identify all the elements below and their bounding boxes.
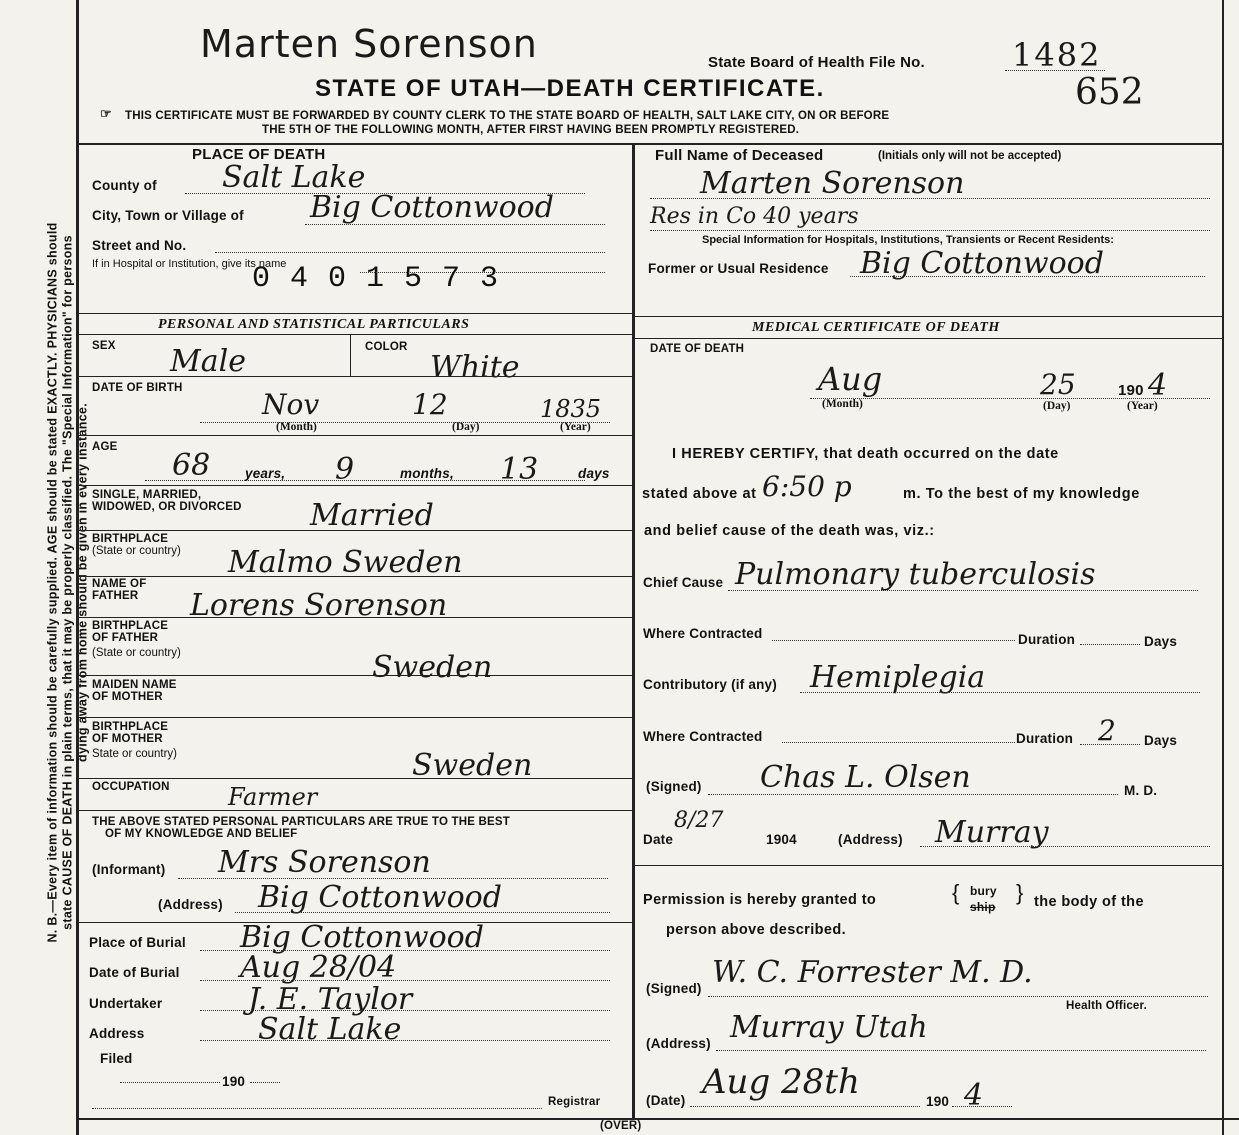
age-label: AGE (92, 441, 118, 453)
registrar-line (92, 1108, 542, 1109)
time-of-death: 6:50 p (762, 470, 852, 503)
filed-label: Filed (100, 1051, 133, 1066)
medical-heading: MEDICAL CERTIFICATE OF DEATH (752, 320, 1000, 335)
father-birthplace-label: OF FATHER (92, 632, 159, 644)
dod-year-prefix: 190 (1118, 382, 1144, 399)
dob-year: 1835 (540, 395, 602, 423)
city-label: City, Town or Village of (92, 208, 244, 223)
occupation-value: Farmer (228, 783, 318, 811)
dod-month: Aug (818, 360, 883, 398)
hospital-line (360, 272, 605, 273)
section-rule (632, 316, 1222, 317)
father-name-label: NAME OF (92, 578, 147, 590)
dob-line (200, 422, 610, 423)
address-label: (Address) (646, 1036, 711, 1051)
hand-pointer-icon: ☞ (100, 106, 112, 121)
days-label: Days (1144, 733, 1178, 748)
day-caption: (Day) (1043, 400, 1071, 412)
color-label: COLOR (365, 341, 408, 353)
center-divider (632, 145, 635, 1120)
right-edge (1222, 0, 1224, 1135)
undertaker-line (200, 1010, 610, 1011)
full-name-note: (Initials only will not be accepted) (878, 150, 1062, 162)
marital-value: Married (310, 498, 434, 533)
instruction-line: THIS CERTIFICATE MUST BE FORWARDED BY COUNTY CLERK TO THE STATE BOARD OF HEALTH, SALT LAKE CITY, ON OR BEFORE (125, 110, 890, 122)
cert-date-value: 8/27 (674, 808, 724, 833)
birthplace-value: Malmo Sweden (228, 545, 463, 580)
father-birthplace-label: BIRTHPLACE (92, 620, 169, 632)
state-country-label: (State or country) (92, 647, 181, 659)
dod-line (810, 398, 1210, 399)
contributory-value: Hemiplegia (810, 660, 986, 695)
father-name-value: Lorens Sorenson (190, 588, 448, 623)
section-rule (76, 313, 632, 314)
undertaker-value: J. E. Taylor (248, 982, 413, 1017)
signature-line (708, 996, 1208, 997)
side-note-line: dying away from home should be given in every instance. (75, 403, 90, 762)
brace-right-icon: } (1016, 880, 1024, 905)
permission-year-suffix: 4 (964, 1078, 984, 1113)
hospital-label: If in Hospital or Institution, give its name (92, 258, 287, 270)
dod-day: 25 (1040, 368, 1076, 401)
occupation-label: OCCUPATION (92, 781, 170, 793)
duration-line (1080, 744, 1140, 745)
informant-line (178, 878, 608, 879)
full-name-value: Marten Sorenson (700, 166, 965, 201)
sex-label: SEX (92, 340, 116, 352)
age-months: 9 (335, 452, 355, 487)
father-name-label: FATHER (92, 590, 139, 602)
dob-day: 12 (412, 388, 448, 421)
burial-date-line (200, 980, 610, 981)
row-rule (76, 485, 632, 486)
burial-place-value: Big Cottonwood (240, 920, 484, 955)
where-contracted-label: Where Contracted (643, 729, 763, 744)
days-label: Days (1144, 634, 1178, 649)
contributory-label: Contributory (if any) (643, 677, 777, 692)
permission-text: person above described. (666, 922, 847, 938)
file-no-line (1005, 70, 1105, 71)
permission-date: Aug 28th (702, 1062, 860, 1102)
former-residence-value: Big Cottonwood (860, 246, 1104, 281)
former-residence-label: Former or Usual Residence (648, 261, 829, 276)
sex-value: Male (170, 344, 246, 379)
row-rule (76, 530, 632, 531)
residence-line (650, 230, 1210, 231)
section-rule (76, 334, 632, 335)
certify-text: m. To the best of my knowledge (903, 486, 1140, 502)
side-note-line: N. B.—Every item of information should be carefully supplied. AGE should be stated EXACTLY. PHYSICIANS should (45, 222, 60, 943)
filed-year-prefix: 190 (222, 1074, 246, 1089)
mother-birthplace-value: Sweden (412, 748, 533, 783)
years-caption: years, (245, 466, 286, 481)
informant-address-value: Big Cottonwood (258, 880, 502, 915)
record-number: 0401573 (252, 262, 519, 296)
contributory-duration: 2 (1098, 714, 1116, 747)
row-rule (76, 617, 632, 618)
informant-label: (Informant) (92, 862, 166, 877)
where-contracted-line (772, 640, 1015, 641)
state-country-label: State or country) (92, 748, 178, 760)
street-label: Street and No. (92, 238, 187, 253)
residence-note: Res in Co 40 years (650, 204, 859, 229)
chief-cause-line (728, 590, 1198, 591)
deceased-name-top: Marten Sorenson (200, 22, 538, 66)
instruction-line: THE 5TH OF THE FOLLOWING MONTH, AFTER FIRST HAVING BEEN PROMPTLY REGISTERED. (262, 124, 800, 136)
bottom-rule (76, 1118, 1239, 1120)
month-caption: (Month) (276, 421, 317, 433)
page-title: STATE OF UTAH—DEATH CERTIFICATE. (315, 75, 825, 102)
permission-address: Murray Utah (730, 1010, 928, 1045)
page-number: 652 (1075, 72, 1144, 113)
state-country-label: (State or country) (92, 545, 181, 557)
full-name-line (650, 198, 1210, 199)
signed-label: (Signed) (646, 779, 702, 794)
months-caption: months, (400, 466, 454, 481)
cert-address-label: (Address) (838, 832, 903, 847)
left-margin-rule (76, 0, 79, 1135)
county-label: County of (92, 178, 157, 193)
address-line (716, 1050, 1206, 1051)
city-value: Big Cottonwood (310, 190, 554, 225)
special-info-label: Special Information for Hospitals, Institutions, Transients or Recent Residents: (702, 234, 1114, 246)
side-note-line: state CAUSE OF DEATH in plain terms, that it may be properly classified. The "Special Information" for persons (60, 235, 75, 930)
full-name-label: Full Name of Deceased (655, 147, 824, 164)
contributory-line (800, 692, 1200, 693)
mother-birthplace-label: OF MOTHER (92, 733, 163, 745)
age-years: 68 (172, 448, 211, 483)
burial-date-value: Aug 28/04 (240, 950, 397, 985)
date-label: (Date) (646, 1093, 686, 1108)
side-note (46, 33, 91, 1133)
undertaker-address-line (200, 1040, 610, 1041)
days-caption: days (578, 466, 610, 481)
option-ship: ship (970, 900, 996, 914)
age-days: 13 (500, 452, 539, 487)
brace-left-icon: { (952, 880, 960, 905)
where-contracted-label: Where Contracted (643, 626, 763, 641)
row-rule (76, 778, 632, 779)
date-line (690, 1106, 920, 1107)
street-line (215, 252, 605, 253)
county-value: Salt Lake (222, 160, 366, 195)
mother-maiden-label: MAIDEN NAME (92, 679, 177, 691)
cert-date-label: Date (643, 832, 674, 847)
father-birthplace-value: Sweden (372, 650, 493, 685)
place-of-death-heading: PLACE OF DEATH (192, 146, 326, 163)
physician-signature: Chas L. Olsen (760, 760, 971, 795)
burial-date-label: Date of Burial (89, 965, 180, 980)
option-bury: bury (970, 884, 997, 898)
informant-address-line (235, 912, 610, 913)
marital-label: WIDOWED, OR DIVORCED (92, 501, 242, 513)
filed-year-line (250, 1082, 280, 1083)
day-caption: (Day) (452, 421, 480, 433)
attest-text: THE ABOVE STATED PERSONAL PARTICULARS ARE TRUE TO THE BEST (92, 816, 510, 828)
certify-text: stated above at (642, 486, 757, 502)
city-line (305, 224, 605, 225)
marital-label: SINGLE, MARRIED, (92, 489, 202, 501)
undertaker-address-label: Address (89, 1026, 145, 1041)
year-line (952, 1106, 1012, 1107)
duration-line (1080, 644, 1140, 645)
over-label: (OVER) (600, 1120, 642, 1132)
row-rule (76, 675, 632, 676)
former-residence-line (850, 276, 1205, 277)
header-rule (76, 143, 1222, 145)
permission-year-prefix: 190 (926, 1094, 950, 1109)
birthplace-label: BIRTHPLACE (92, 533, 169, 545)
row-rule (76, 376, 632, 377)
duration-label: Duration (1016, 731, 1074, 746)
personal-heading: PERSONAL AND STATISTICAL PARTICULARS (158, 317, 470, 332)
informant-address-label: (Address) (158, 897, 223, 912)
filed-line (120, 1082, 220, 1083)
section-rule (632, 338, 1222, 339)
row-rule (76, 810, 632, 811)
undertaker-address-value: Salt Lake (258, 1012, 402, 1047)
physician-address: Murray (935, 815, 1049, 850)
signature-line (708, 794, 1118, 795)
where-contracted-line (782, 742, 1015, 743)
color-value: White (430, 350, 520, 385)
address-line (920, 846, 1210, 847)
row-rule (76, 717, 632, 718)
md-label: M. D. (1124, 783, 1158, 798)
chief-cause-label: Chief Cause (643, 575, 724, 590)
row-rule (76, 576, 632, 577)
signed-label: (Signed) (646, 981, 702, 996)
dod-label: DATE OF DEATH (650, 343, 745, 355)
burial-place-label: Place of Burial (89, 935, 186, 950)
dob-label: DATE OF BIRTH (92, 382, 183, 394)
row-rule (76, 435, 632, 436)
health-officer-label: Health Officer. (1066, 1000, 1147, 1012)
field-divider (350, 334, 351, 376)
file-no: 1482 (1012, 36, 1102, 74)
cert-year: 1904 (766, 832, 797, 847)
section-rule (632, 865, 1222, 866)
age-line (145, 480, 585, 481)
file-no-label: State Board of Health File No. (708, 54, 925, 71)
year-caption: (Year) (1127, 400, 1158, 412)
dod-year-suffix: 4 (1148, 368, 1168, 403)
informant-value: Mrs Sorenson (218, 845, 431, 880)
permission-text: the body of the (1034, 894, 1144, 910)
year-caption: (Year) (560, 421, 591, 433)
certify-text: I HEREBY CERTIFY, that death occurred on the date (672, 446, 1059, 462)
registrar-label: Registrar (548, 1096, 601, 1108)
chief-cause-value: Pulmonary tuberculosis (735, 557, 1096, 592)
certify-text: and belief cause of the death was, viz.: (644, 523, 935, 539)
permission-text: Permission is hereby granted to (643, 892, 877, 908)
attest-text: OF MY KNOWLEDGE AND BELIEF (105, 828, 298, 840)
month-caption: (Month) (822, 398, 863, 410)
undertaker-label: Undertaker (89, 996, 163, 1011)
duration-label: Duration (1018, 632, 1076, 647)
health-officer-signature: W. C. Forrester M. D. (712, 955, 1033, 990)
mother-birthplace-label: BIRTHPLACE (92, 721, 169, 733)
dob-month: Nov (262, 388, 320, 421)
mother-maiden-label: OF MOTHER (92, 691, 163, 703)
